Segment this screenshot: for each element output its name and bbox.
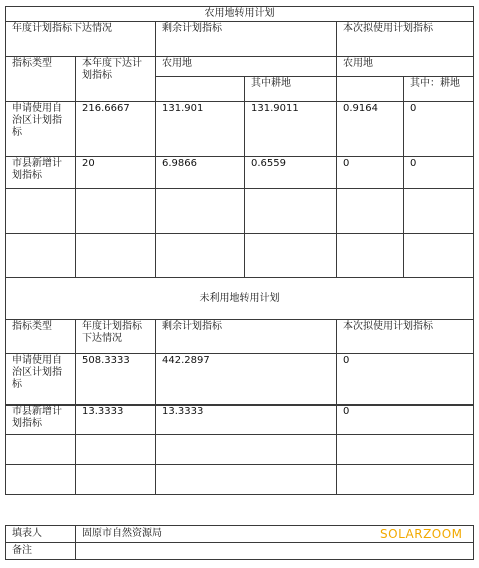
row-index-type: 市县新增计划指标 [6,157,76,189]
subheader-proposed-arable: 其中：耕地 [404,77,474,102]
row-proposed-farmland: 0.9164 [337,102,404,157]
table-row [6,157,474,189]
unused-header-annual: 年度计划指标下达情况 [76,320,156,354]
unused-header-proposed: 本次拟使用计划指标 [337,320,474,354]
table-row [6,102,474,157]
remarks-label: 备注 [6,543,76,560]
table-row [6,354,474,406]
row-proposed: 0 [337,354,474,406]
row-remaining-arable: 0.6559 [245,157,337,189]
row-remaining-arable: 131.9011 [245,102,337,157]
conversion-plan-table [5,6,474,406]
subheader-remaining-arable: 其中耕地 [245,77,337,102]
header-proposed-use: 本次拟使用计划指标 [337,22,474,57]
farmland-plan-title: 农用地转用计划 [6,7,474,22]
subheader-this-year: 本年度下达计划指标 [76,57,156,102]
subheader-proposed-farmland: 农用地 [337,57,474,77]
row-annual: 13.3333 [76,405,156,435]
table-row [6,405,474,435]
proposed-blank-cell [337,77,404,102]
remaining-blank-cell [156,77,245,102]
unused-land-plan-title: 未利用地转用计划 [6,278,474,320]
row-proposed-arable: 0 [404,102,474,157]
empty-row [6,435,474,465]
empty-row [6,465,474,495]
row-index-type: 市县新增计划指标 [6,405,76,435]
row-this-year: 216.6667 [76,102,156,157]
header-remaining-plan: 剩余计划指标 [156,22,337,57]
empty-row [6,234,474,278]
unused-header-remaining: 剩余计划指标 [156,320,337,354]
filler-label: 填表人 [6,526,76,543]
row-proposed-farmland: 0 [337,157,404,189]
filler-value: 固原市自然资源局 [76,526,474,543]
row-annual: 508.3333 [76,354,156,406]
row-remaining: 442.2897 [156,354,337,406]
empty-row [6,189,474,234]
subheader-index-type: 指标类型 [6,57,76,102]
row-remaining-farmland: 6.9866 [156,157,245,189]
row-index-type: 申请使用自治区计划指标 [6,354,76,406]
watermark: SOLARZOOM [380,527,463,541]
row-index-type: 申请使用自治区计划指标 [6,102,76,157]
row-remaining-farmland: 131.901 [156,102,245,157]
row-proposed-arable: 0 [404,157,474,189]
unused-header-index-type: 指标类型 [6,320,76,354]
row-proposed: 0 [337,405,474,435]
remarks-value [76,543,474,560]
unused-land-continuation-table [5,404,474,495]
row-this-year: 20 [76,157,156,189]
row-remaining: 13.3333 [156,405,337,435]
subheader-remaining-farmland: 农用地 [156,57,337,77]
header-annual-plan: 年度计划指标下达情况 [6,22,156,57]
